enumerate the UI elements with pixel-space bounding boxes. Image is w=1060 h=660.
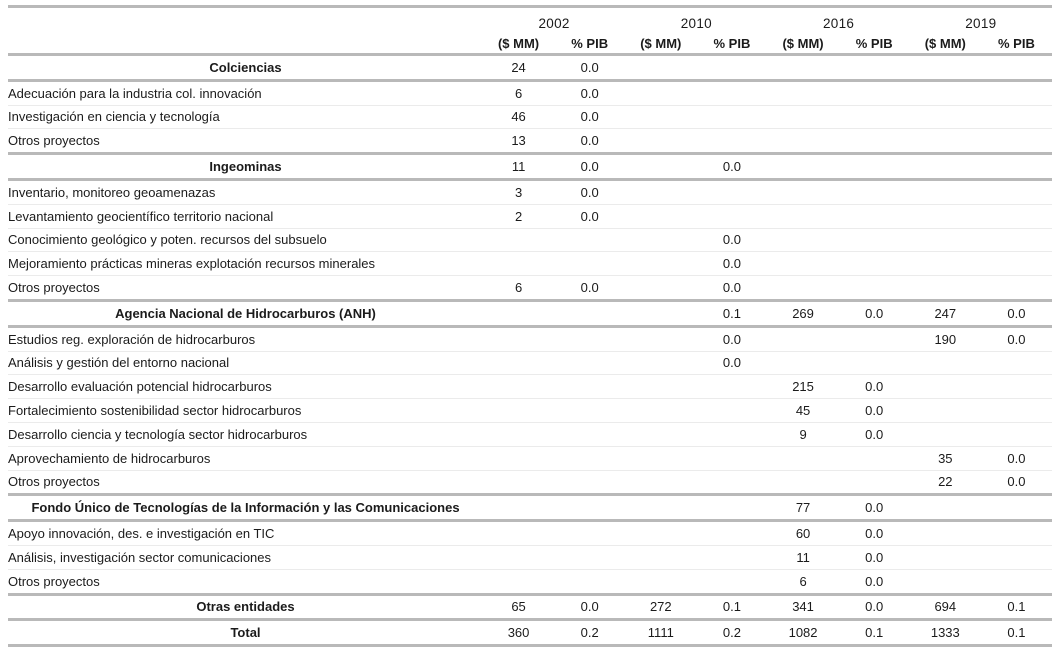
rd-investment-table (8, 5, 1052, 647)
cell-value: 0.0 (580, 85, 599, 101)
year-label: 2010 (680, 16, 712, 31)
column-header: ($ MM) (924, 35, 966, 51)
section-label: Colciencias (209, 59, 282, 75)
row-label: Otros proyectos (8, 474, 100, 490)
cell-value: 9 (799, 426, 807, 442)
cell-value: 0.0 (1007, 305, 1026, 321)
cell-value: 0.0 (865, 426, 884, 442)
cell-value: 0.0 (1007, 474, 1026, 490)
cell-value: 45 (795, 403, 811, 419)
cell-value: 0.0 (865, 526, 884, 542)
year-label: 2002 (538, 16, 570, 31)
table-row (8, 204, 1052, 228)
row-label: Otros proyectos (8, 573, 100, 589)
cell-value: 2 (514, 208, 523, 224)
row-label: Desarrollo ciencia y tecnología sector hidrocarburos (8, 426, 308, 442)
section-row (8, 493, 1052, 522)
table-row (8, 181, 1052, 204)
row-label: Análisis, investigación sector comunicaciones (8, 549, 272, 565)
row-label: Otros proyectos (8, 280, 100, 296)
cell-value: 0.0 (722, 331, 741, 347)
cell-value: 11 (511, 159, 526, 175)
section-label: Fondo Único de Tecnologías de la Información y las Comunicaciones (31, 500, 460, 516)
table-body (8, 56, 1052, 647)
cell-value: 1082 (788, 625, 818, 641)
cell-value: 0.0 (580, 133, 599, 149)
table-row (8, 328, 1052, 351)
table-row (8, 545, 1052, 569)
cell-value: 0.1 (1007, 625, 1026, 641)
section-row (8, 618, 1052, 647)
cell-value: 0.0 (722, 256, 741, 272)
cell-value: 247 (934, 305, 957, 321)
column-header: % PIB (998, 35, 1035, 51)
table-row (8, 351, 1052, 375)
row-label: Investigación en ciencia y tecnología (8, 109, 220, 125)
row-label: Desarrollo evaluación potencial hidrocarburos (8, 379, 272, 395)
cell-value: 0.0 (580, 280, 599, 296)
section-label: Ingeominas (209, 159, 282, 175)
cell-value: 0.0 (722, 280, 741, 296)
year-label: 2016 (823, 16, 855, 31)
cell-value: 0.0 (722, 232, 741, 248)
cell-value: 694 (934, 599, 957, 615)
section-row (8, 299, 1052, 328)
cell-value: 65 (511, 599, 526, 615)
cell-value: 0.1 (722, 305, 741, 321)
cell-value: 0.2 (580, 625, 599, 641)
section-row (8, 56, 1052, 82)
cell-value: 0.0 (865, 599, 884, 615)
year-label: 2019 (965, 16, 997, 31)
cell-value: 0.1 (722, 599, 741, 615)
cell-value: 6 (514, 280, 523, 296)
cell-value: 0.0 (580, 599, 599, 615)
row-label: Estudios reg. exploración de hidrocarburos (8, 331, 256, 347)
cell-value: 0.1 (1007, 599, 1026, 615)
row-label: Otros proyectos (8, 133, 100, 149)
cell-value: 0.0 (865, 403, 884, 419)
cell-value: 1333 (930, 625, 960, 641)
cell-value: 0.0 (1007, 331, 1026, 347)
table-row (8, 82, 1052, 105)
cell-value: 60 (795, 526, 811, 542)
table-row (8, 374, 1052, 398)
table-row (8, 398, 1052, 422)
row-label: Aprovechamiento de hidrocarburos (8, 450, 211, 466)
cell-value: 0.0 (580, 109, 599, 125)
table-row (8, 422, 1052, 446)
table-row (8, 105, 1052, 129)
row-label: Mejoramiento prácticas mineras explotación recursos minerales (8, 256, 376, 272)
cell-value: 0.0 (865, 549, 884, 565)
column-header: % PIB (571, 35, 609, 51)
column-header: ($ MM) (497, 35, 540, 51)
cell-value: 0.2 (722, 625, 741, 641)
cell-value: 22 (938, 474, 953, 490)
table-row (8, 522, 1052, 545)
cell-value: 190 (934, 331, 957, 347)
cell-value: 35 (938, 450, 953, 466)
cell-value: 6 (514, 85, 523, 101)
column-header: ($ MM) (782, 35, 824, 51)
cell-value: 360 (507, 625, 530, 641)
cell-value: 215 (792, 379, 814, 395)
row-label: Adecuación para la industria col. innovación (8, 85, 262, 101)
cell-value: 77 (795, 500, 811, 516)
cell-value: 272 (649, 599, 672, 615)
cell-value: 0.0 (580, 184, 599, 200)
section-label: Otras entidades (196, 599, 295, 615)
cell-value: 46 (511, 109, 526, 125)
cell-value: 0.0 (1007, 450, 1026, 466)
table-row (8, 470, 1052, 494)
table-row (8, 569, 1052, 593)
cell-value: 0.0 (722, 355, 741, 371)
cell-value: 0.0 (580, 59, 599, 75)
cell-value: 269 (792, 305, 814, 321)
row-label: Conocimiento geológico y poten. recursos del subsuelo (8, 232, 327, 248)
cell-value: 0.0 (580, 208, 599, 224)
section-label: Agencia Nacional de Hidrocarburos (ANH) (115, 305, 376, 321)
section-row (8, 593, 1052, 619)
table-row (8, 275, 1052, 299)
section-row (8, 152, 1052, 181)
cell-value: 24 (511, 59, 526, 75)
section-label: Total (230, 625, 261, 641)
cell-value: 0.1 (865, 625, 884, 641)
cell-value: 3 (514, 184, 523, 200)
table-header (8, 5, 1052, 56)
row-label: Inventario, monitoreo geoamenazas (8, 184, 216, 200)
column-header: ($ MM) (640, 35, 682, 51)
cell-value: 0.0 (865, 379, 884, 395)
cell-value: 0.0 (580, 159, 599, 175)
table-row (8, 446, 1052, 470)
cell-value: 341 (792, 599, 814, 615)
cell-value: 1111 (647, 625, 674, 641)
cell-value: 0.0 (865, 573, 884, 589)
cell-value: 11 (796, 549, 810, 565)
row-label: Análisis y gestión del entorno nacional (8, 355, 230, 371)
column-header: % PIB (713, 35, 751, 51)
table-row (8, 251, 1052, 275)
table-row (8, 228, 1052, 252)
cell-value: 13 (511, 133, 526, 149)
row-label: Fortalecimiento sostenibilidad sector hidrocarburos (8, 403, 302, 419)
cell-value: 0.0 (865, 305, 884, 321)
column-header-row (8, 33, 1052, 53)
column-header: % PIB (855, 35, 893, 51)
row-label: Apoyo innovación, des. e investigación en TIC (8, 526, 275, 542)
row-label: Levantamiento geocientífico territorio nacional (8, 208, 274, 224)
cell-value: 6 (799, 573, 807, 589)
year-header-row (8, 8, 1052, 33)
cell-value: 0.0 (865, 500, 884, 516)
cell-value: 0.0 (722, 159, 741, 175)
table-row (8, 128, 1052, 152)
